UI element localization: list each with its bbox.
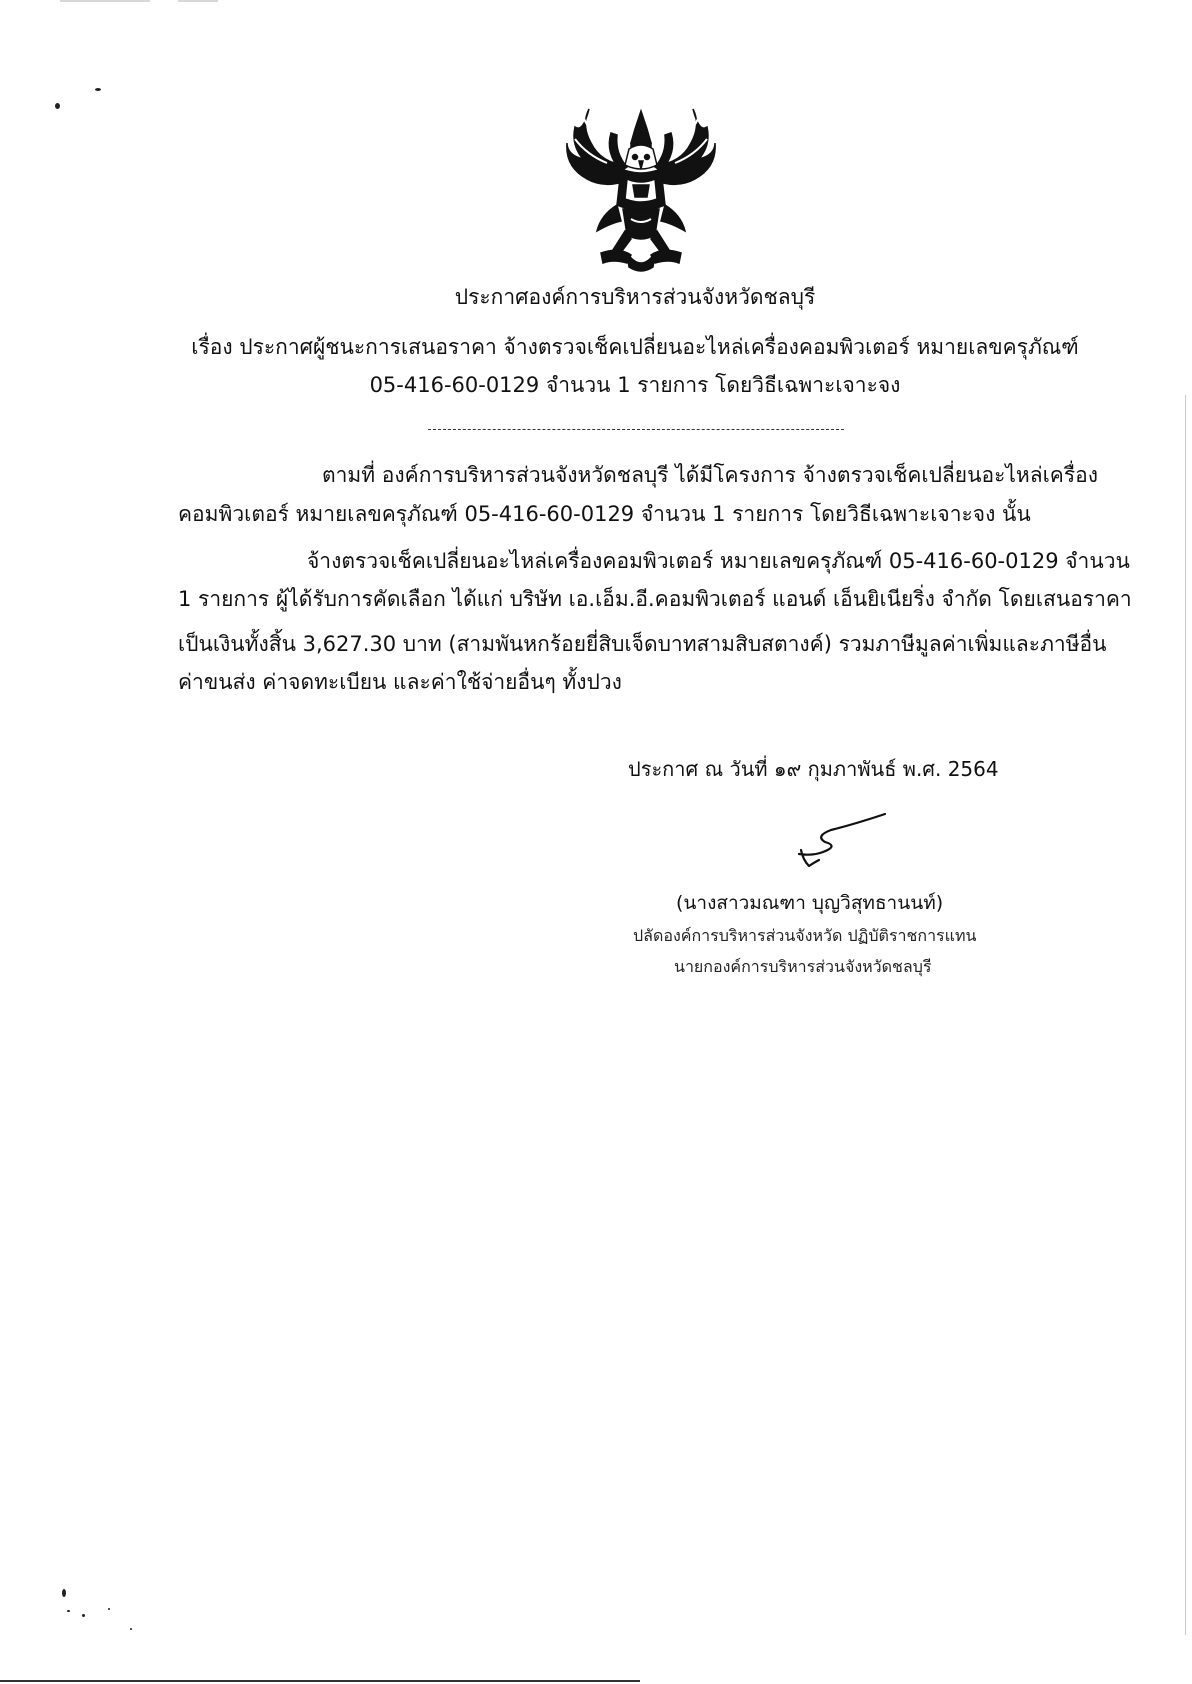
paragraph-1-line-1: ตามที่ องค์การบริหารส่วนจังหวัดชลบุรี ได้มีโครงการ จ้างตรวจเช็คเปลี่ยนอะไหล่เครื่อง xyxy=(322,463,1098,487)
paragraph-2-line-2: 1 รายการ ผู้ได้รับการคัดเลือก ได้แก่ บริษัท เอ.เอ็ม.อี.คอมพิวเตอร์ แอนด์ เอ็นยิเนียริ่ง จำกัด โดยเสนอราคา xyxy=(178,587,1132,611)
scan-speck xyxy=(108,1608,110,1610)
paragraph-2-line-1: จ้างตรวจเช็คเปลี่ยนอะไหล่เครื่องคอมพิวเตอร์ หมายเลขครุภัณฑ์ 05-416-60-0129 จำนวน xyxy=(307,549,1130,573)
scan-speck xyxy=(62,1589,66,1597)
scan-edge xyxy=(0,1680,640,1682)
scan-mark xyxy=(60,0,150,2)
garuda-emblem-icon xyxy=(561,103,721,275)
paragraph-2-line-3: เป็นเงินทั้งสิ้น 3,627.30 บาท (สามพันหกร้อยยี่สิบเจ็ดบาทสามสิบสตางค์) รวมภาษีมูลค่าเพิ่มและภาษีอื่น xyxy=(178,632,1107,656)
signer-name: (นางสาวมณฑา บุญวิสุทธานนท์) xyxy=(676,892,944,914)
announcement-subject: เรื่อง ประกาศผู้ชนะการเสนอราคา จ้างตรวจเช็คเปลี่ยนอะไหล่เครื่องคอมพิวเตอร์ หมายเลขครุภัณฑ์ xyxy=(191,335,1079,359)
announcement-title: ประกาศองค์การบริหารส่วนจังหวัดชลบุรี xyxy=(454,285,816,309)
announcement-subject-continued: 05-416-60-0129 จำนวน 1 รายการ โดยวิธีเฉพาะเจาะจง xyxy=(369,373,901,397)
announcement-date: ประกาศ ณ วันที่ ๑๙ กุมภาพันธ์ พ.ศ. 2564 xyxy=(628,757,999,781)
scan-speck xyxy=(130,1628,132,1630)
scan-speck xyxy=(82,1614,85,1617)
paragraph-1-line-2: คอมพิวเตอร์ หมายเลขครุภัณฑ์ 05-416-60-0129 จำนวน 1 รายการ โดยวิธีเฉพาะเจาะจง นั้น xyxy=(178,502,1031,526)
handwritten-signature xyxy=(795,810,900,870)
scan-edge xyxy=(1185,395,1186,1635)
scan-mark xyxy=(178,0,218,2)
scan-speck xyxy=(67,1610,70,1612)
signer-position: ปลัดองค์การบริหารส่วนจังหวัด ปฏิบัติราชการแทน xyxy=(633,926,977,945)
scan-speck xyxy=(95,88,101,91)
dashed-divider xyxy=(428,429,844,430)
paragraph-2-line-4: ค่าขนส่ง ค่าจดทะเบียน และค่าใช้จ่ายอื่นๆ ทั้งปวง xyxy=(178,670,622,694)
scan-speck xyxy=(55,103,60,109)
signer-position-continued: นายกองค์การบริหารส่วนจังหวัดชลบุรี xyxy=(674,957,932,976)
